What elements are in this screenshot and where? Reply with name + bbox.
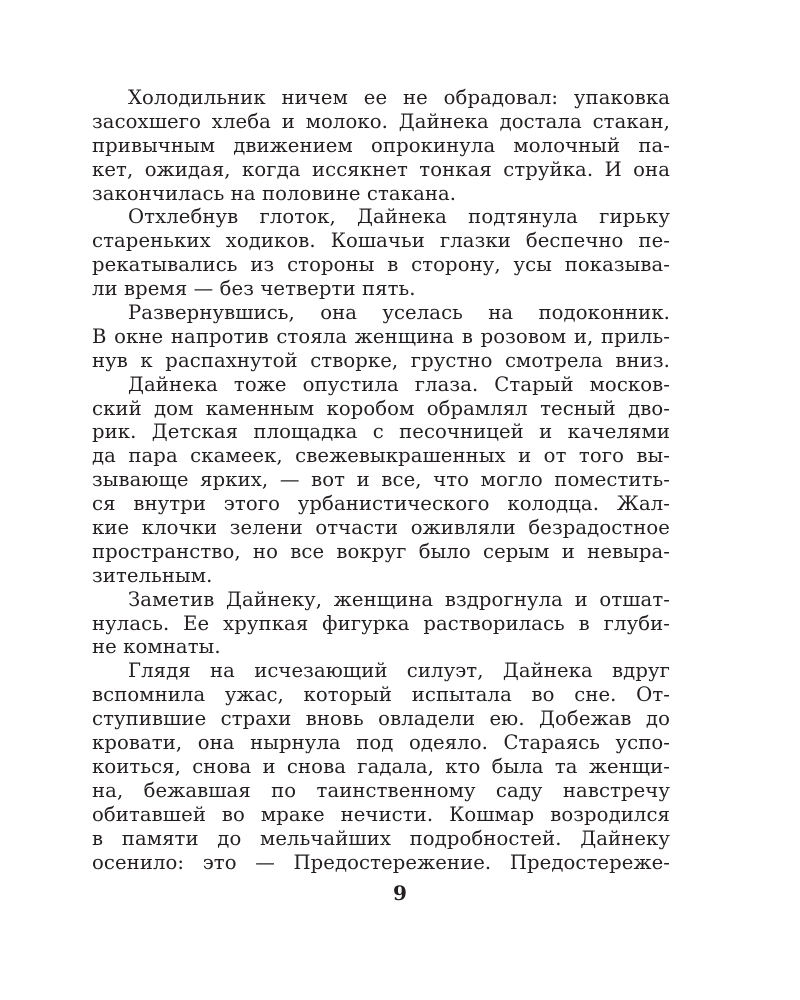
- text-line: стареньких ходиков. Кошачьи глазки беспечно пе-: [92, 229, 670, 253]
- text-line: нув к распахнутой створке, грустно смотрела вниз.: [92, 348, 670, 372]
- text-line: на, бежавшая по таинственному саду навстречу: [92, 778, 670, 802]
- text-line: пространство, но все вокруг было серым и невыра-: [92, 539, 670, 563]
- text-line: В окне напротив стояла женщина в розовом и, приль-: [92, 324, 670, 348]
- text-line: Развернувшись, она уселась на подоконник.: [128, 301, 670, 325]
- text-line: привычным движением опрокинула молочный па-: [92, 133, 670, 157]
- text-line: засохшего хлеба и молоко. Дайнека достала стакан,: [92, 109, 670, 133]
- text-line: ский дом каменным коробом обрамлял тесный дво-: [92, 396, 670, 420]
- body-text: [92, 86, 670, 874]
- text-line: Дайнека тоже опустила глаза. Старый москов-: [128, 372, 670, 396]
- text-line: кровати, она нырнула под одеяло. Стараясь успо-: [92, 731, 670, 755]
- text-line: рекатывались из стороны в сторону, усы показыва-: [92, 253, 670, 277]
- text-line: в памяти до мельчайших подробностей. Дайнеку: [92, 826, 670, 850]
- text-line: ступившие страхи вновь овладели ею. Добежав до: [92, 707, 670, 731]
- text-line: не комнаты.: [92, 635, 221, 659]
- text-line: осенило: это — Предостережение. Предостереже-: [92, 850, 670, 874]
- text-line: закончилась на половине стакана.: [92, 181, 457, 205]
- text-line: кет, ожидая, когда иссякнет тонкая струйка. И она: [92, 157, 670, 181]
- text-line: ся внутри этого урбанистического колодца. Жал-: [92, 492, 670, 516]
- text-line: Отхлебнув глоток, Дайнека подтянула гирьку: [128, 205, 670, 229]
- paragraph-2: [92, 205, 670, 301]
- paragraph-4: [92, 373, 670, 588]
- paragraph-5: [92, 588, 670, 660]
- text-line: нулась. Ее хрупкая фигурка растворилась в глуби-: [92, 611, 670, 635]
- text-line: кие клочки зелени отчасти оживляли безрадостное: [92, 516, 670, 540]
- page-number: 9: [393, 881, 407, 905]
- paragraph-3: [92, 301, 670, 373]
- text-line: Холодильник ничем ее не обрадовал: упаковка: [128, 86, 670, 109]
- text-line: Заметив Дайнеку, женщина вздрогнула и отшат-: [128, 587, 670, 611]
- text-line: обитавшей во мраке нечисти. Кошмар возродился: [92, 802, 670, 826]
- text-line: ли время — без четверти пять.: [92, 277, 416, 301]
- text-line: Глядя на исчезающий силуэт, Дайнека вдруг: [128, 659, 670, 683]
- text-line: рик. Детская площадка с песочницей и качелями: [92, 420, 670, 444]
- text-line: да пара скамеек, свежевыкрашенных и от того вы-: [92, 444, 670, 468]
- text-line: коиться, снова и снова гадала, кто была та женщи-: [92, 754, 670, 778]
- text-line: зительным.: [92, 563, 213, 587]
- paragraph-1: [92, 86, 670, 205]
- text-line: зывающе ярких, — вот и все, что могло поместить-: [92, 468, 670, 492]
- paragraph-6: [92, 659, 670, 874]
- text-line: вспомнила ужас, который испытала во сне. От-: [92, 683, 670, 707]
